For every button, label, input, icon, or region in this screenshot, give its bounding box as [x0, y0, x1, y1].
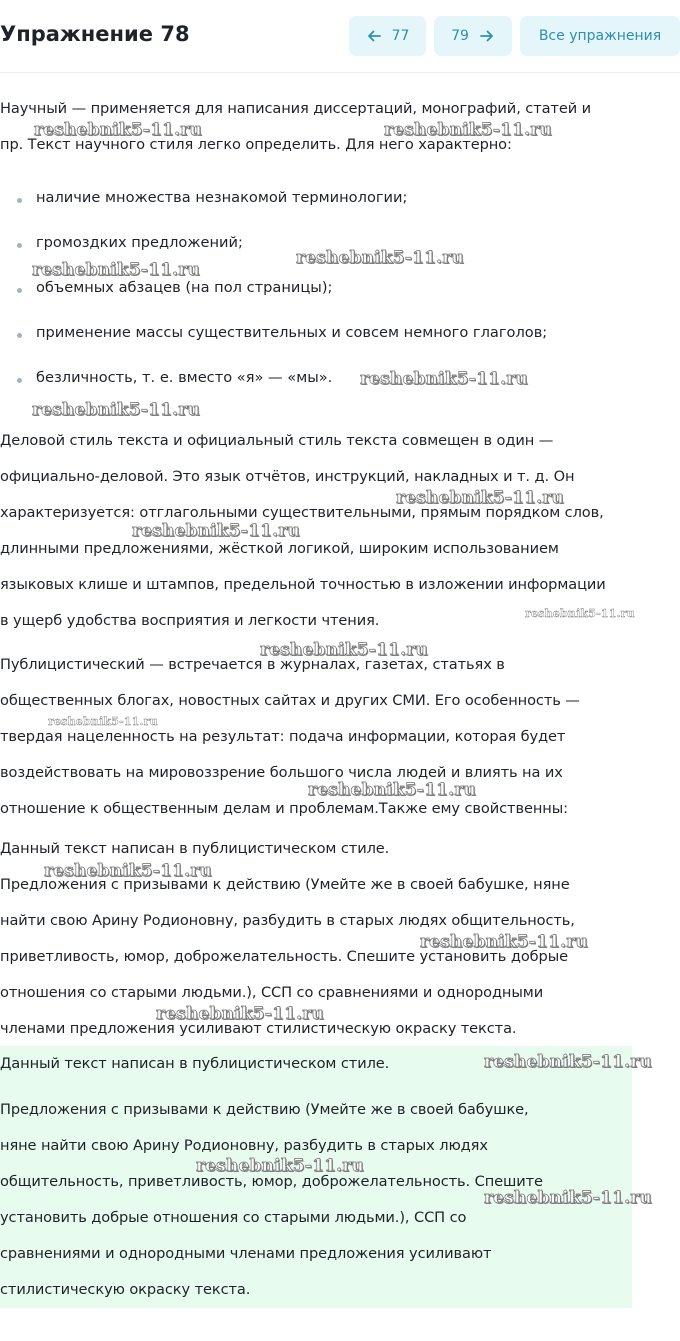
arrow-left-icon	[366, 28, 382, 44]
paragraph-line: официально-деловой. Это язык отчётов, инструкций, накладных и т. д. Он	[0, 468, 575, 485]
watermark: reshebnik5-11.ru	[132, 521, 300, 541]
intro-line: пр. Текст научного стиля легко определить. Для него характерно:	[0, 136, 512, 153]
header-divider	[0, 72, 680, 73]
answer-line: няне найти свою Арину Родионовну, разбудить в старых людях	[0, 1137, 488, 1154]
watermark: reshebnik5-11.ru	[420, 932, 588, 952]
list-item: объемных абзацев (на пол страницы);	[36, 279, 333, 296]
answer-line: установить добрые отношения со старыми людьми.), ССП со	[0, 1209, 467, 1226]
paragraph-line: в ущерб удобства восприятия и легкости чтения.	[0, 612, 380, 629]
paragraph-line: Публицистический — встречается в журналах, газетах, статьях в	[0, 656, 505, 673]
paragraph-line: Предложения с призывами к действию (Умейте же в своей бабушке, няне	[0, 876, 570, 893]
page-title: Упражнение 78	[0, 22, 190, 46]
bullet	[17, 288, 22, 293]
answer-line: Данный текст написан в публицистическом стиле.	[0, 1055, 390, 1072]
paragraph-line: воздействовать на мировоззрение большого числа людей и влиять на их	[0, 764, 563, 781]
watermark: reshebnik5-11.ru	[484, 1052, 652, 1072]
list-item: безличность, т. е. вместо «я» — «мы».	[36, 369, 333, 386]
watermark: reshebnik5-11.ru	[484, 1188, 652, 1208]
watermark: reshebnik5-11.ru	[32, 400, 200, 420]
watermark: reshebnik5-11.ru	[196, 1156, 364, 1176]
previous-exercise-button[interactable]	[349, 16, 426, 56]
list-item: громоздких предложений;	[36, 234, 243, 251]
watermark: reshebnik5-11.ru	[32, 260, 200, 280]
answer-line: сравнениями и однородными членами предложения усиливают	[0, 1245, 492, 1262]
watermark: reshebnik5-11.ru	[156, 1004, 324, 1024]
watermark: reshebnik5-11.ru	[44, 861, 212, 881]
all-exercises-button[interactable]: Все упражнения	[520, 16, 680, 56]
watermark: reshebnik5-11.ru	[525, 607, 635, 620]
paragraph-line: членами предложения усиливают стилистическую окраску текста.	[0, 1020, 517, 1037]
paragraph-line: Данный текст написан в публицистическом стиле.	[0, 840, 390, 857]
next-exercise-button[interactable]	[434, 16, 512, 56]
paragraph-line: длинными предложениями, жёсткой логикой, широким использованием	[0, 540, 559, 557]
paragraph-line: приветливость, юмор, доброжелательность. Спешите установить добрые	[0, 948, 569, 965]
paragraph-line: языковых клише и штампов, предельной точностью в изложении информации	[0, 576, 606, 593]
watermark: reshebnik5-11.ru	[396, 488, 564, 508]
watermark: reshebnik5-11.ru	[34, 120, 202, 140]
watermark: reshebnik5-11.ru	[360, 369, 528, 389]
bullet	[17, 333, 22, 338]
answer-line: стилистическую окраску текста.	[0, 1281, 251, 1298]
paragraph-line: твердая нацеленность на результат: подача информации, которая будет	[0, 728, 566, 745]
bullet	[17, 378, 22, 383]
answer-line: общительность, приветливость, юмор, доброжелательность. Спешите	[0, 1173, 543, 1190]
previous-exercise-label: 77	[391, 28, 410, 44]
answer-line: Предложения с призывами к действию (Умейте же в своей бабушке,	[0, 1101, 529, 1118]
paragraph-line: найти свою Арину Родионовну, разбудить в старых людях общительность,	[0, 912, 575, 929]
paragraph-line: отношение к общественным делам и проблемам.Также ему свойственны:	[0, 800, 568, 817]
list-item: применение массы существительных и совсем немного глаголов;	[36, 324, 548, 341]
watermark: reshebnik5-11.ru	[384, 120, 552, 140]
list-item: наличие множества незнакомой терминологии;	[36, 189, 408, 206]
next-exercise-label: 79	[451, 28, 469, 44]
paragraph-line: характеризуется: отглагольными существительными, прямым порядком слов,	[0, 504, 604, 521]
watermark: reshebnik5-11.ru	[260, 640, 428, 660]
page-header	[0, 0, 680, 72]
bullet	[17, 243, 22, 248]
intro-line: Научный — применяется для написания диссертаций, монографий, статей и	[0, 100, 592, 117]
arrow-right-icon	[479, 28, 495, 44]
paragraph-line: отношения со старыми людьми.), ССП со сравнениями и однородными	[0, 984, 544, 1001]
paragraph-line: Деловой стиль текста и официальный стиль текста совмещен в один —	[0, 432, 554, 449]
bullet	[17, 198, 22, 203]
watermark: reshebnik5-11.ru	[308, 780, 476, 800]
paragraph-line: общественных блогах, новостных сайтах и других СМИ. Его особенность —	[0, 692, 580, 709]
watermark: reshebnik5-11.ru	[296, 248, 464, 268]
watermark: reshebnik5-11.ru	[48, 715, 158, 728]
